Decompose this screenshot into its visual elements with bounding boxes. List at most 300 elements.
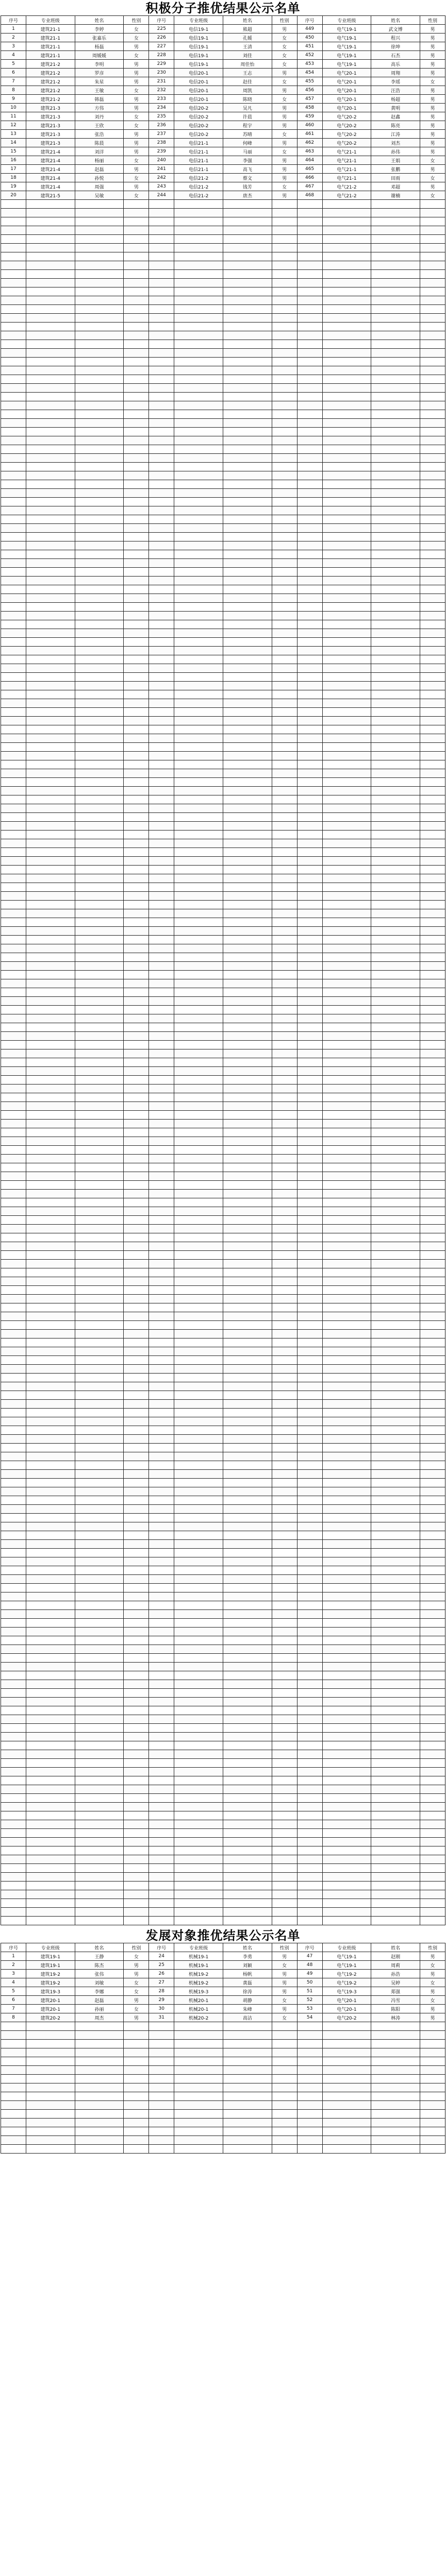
- table-cell: 13: [1, 130, 26, 139]
- table-cell: [223, 1855, 272, 1864]
- table-cell: [174, 1619, 223, 1628]
- table-cell: [371, 454, 420, 463]
- table-cell: [26, 559, 75, 568]
- table-cell: [297, 962, 322, 971]
- table-cell: [223, 620, 272, 629]
- table-cell: 武文博: [371, 25, 420, 33]
- table-cell: [322, 629, 371, 638]
- table-cell: [223, 1137, 272, 1146]
- table-cell: [223, 1741, 272, 1750]
- table-cell: 电气19-1: [322, 1961, 371, 1970]
- table-cell: [371, 682, 420, 690]
- table-cell: [371, 419, 420, 428]
- table-cell: [223, 1785, 272, 1794]
- table-cell: 231: [149, 77, 174, 86]
- table-cell: [223, 2048, 272, 2057]
- table-cell: [1, 839, 26, 848]
- table-cell: [272, 287, 297, 296]
- table-cell: [297, 1435, 322, 1444]
- table-cell: [124, 1268, 149, 1277]
- table-cell: [75, 1785, 124, 1794]
- table-cell: [371, 1917, 420, 1925]
- table-cell: [420, 1286, 445, 1295]
- table-cell: [174, 988, 223, 997]
- table-cell: [371, 1671, 420, 1680]
- table-cell: [371, 2083, 420, 2092]
- table-cell: [174, 1514, 223, 1522]
- table-cell: [272, 962, 297, 971]
- table-cell: [174, 1811, 223, 1820]
- table-cell: [75, 909, 124, 918]
- table-cell: [223, 1698, 272, 1706]
- table-cell: [75, 1102, 124, 1111]
- table-cell: [322, 1400, 371, 1409]
- table-cell: 女: [420, 174, 445, 182]
- table-cell: [174, 279, 223, 287]
- table-cell: [124, 1706, 149, 1715]
- table-cell: [223, 375, 272, 384]
- table-cell: [26, 1908, 75, 1917]
- table-cell: [1, 769, 26, 778]
- table-cell: [75, 699, 124, 708]
- table-cell: [297, 1601, 322, 1610]
- table-cell: 240: [149, 156, 174, 165]
- table-cell: [297, 1733, 322, 1741]
- table-cell: 建筑21-3: [26, 112, 75, 121]
- table-cell: [322, 349, 371, 358]
- table-cell: [75, 936, 124, 944]
- table-cell: 建筑21-3: [26, 130, 75, 139]
- table-cell: [75, 1479, 124, 1487]
- table-cell: [322, 1137, 371, 1146]
- table-cell: [75, 883, 124, 892]
- table-cell: [124, 1846, 149, 1855]
- table-cell: [420, 2136, 445, 2145]
- table-cell: [174, 1864, 223, 1873]
- table-cell: [420, 489, 445, 498]
- table-cell: [149, 1382, 174, 1391]
- table-cell: [26, 909, 75, 918]
- table-row: [1, 822, 445, 831]
- table-cell: [371, 822, 420, 831]
- table-cell: [272, 1365, 297, 1374]
- table-cell: [371, 1435, 420, 1444]
- table-cell: [149, 1733, 174, 1741]
- table-cell: [322, 559, 371, 568]
- table-cell: [149, 1689, 174, 1698]
- table-cell: [371, 200, 420, 209]
- table-row: [1, 252, 445, 261]
- table-cell: 男: [272, 2005, 297, 2013]
- table-cell: [124, 1014, 149, 1023]
- table-cell: [174, 1741, 223, 1750]
- table-cell: [149, 1198, 174, 1207]
- table-cell: [1, 515, 26, 524]
- table-cell: [26, 1549, 75, 1557]
- table-row: [1, 340, 445, 349]
- table-cell: [26, 971, 75, 979]
- table-cell: [124, 892, 149, 901]
- table-cell: [322, 463, 371, 471]
- table-cell: 457: [297, 95, 322, 104]
- table-cell: [1, 270, 26, 279]
- table-cell: [223, 410, 272, 419]
- table-cell: [297, 366, 322, 375]
- table-cell: [174, 690, 223, 699]
- table-cell: [420, 287, 445, 296]
- table-cell: [124, 1645, 149, 1654]
- table-cell: [223, 2127, 272, 2136]
- table-cell: [174, 1592, 223, 1601]
- table-cell: [1, 1303, 26, 1312]
- table-cell: [26, 594, 75, 603]
- table-cell: [149, 760, 174, 769]
- table-row: [1, 1654, 445, 1663]
- table-cell: [26, 1636, 75, 1645]
- table-cell: [149, 866, 174, 874]
- table-cell: [124, 1680, 149, 1689]
- table-cell: 男: [420, 139, 445, 147]
- table-cell: [26, 1496, 75, 1505]
- table-cell: [272, 279, 297, 287]
- table-cell: [223, 1242, 272, 1251]
- table-cell: [174, 2057, 223, 2066]
- table-cell: [322, 2022, 371, 2031]
- table-cell: 建筑21-2: [26, 95, 75, 104]
- table-cell: [272, 419, 297, 428]
- table-cell: 女: [420, 1996, 445, 2005]
- table-row: [1, 1260, 445, 1268]
- table-cell: [371, 962, 420, 971]
- table-cell: [174, 962, 223, 971]
- table-cell: [1, 638, 26, 647]
- table-row: [1, 883, 445, 892]
- table-cell: [371, 1102, 420, 1111]
- header-cell: 专业班级: [26, 16, 75, 25]
- table-cell: [272, 1829, 297, 1838]
- table-cell: [26, 944, 75, 953]
- table-cell: [124, 1233, 149, 1242]
- table-cell: [26, 1522, 75, 1531]
- table-cell: [75, 2057, 124, 2066]
- table-cell: [1, 1365, 26, 1374]
- table-cell: [26, 1295, 75, 1303]
- table-cell: [124, 375, 149, 384]
- table-cell: [124, 305, 149, 314]
- table-row: [1, 2127, 445, 2136]
- table-cell: [174, 1084, 223, 1093]
- table-cell: [174, 366, 223, 375]
- table-row: [1, 428, 445, 436]
- table-cell: [322, 445, 371, 454]
- table-cell: [322, 217, 371, 226]
- table-cell: 赵刚: [371, 1952, 420, 1961]
- table-cell: 1: [1, 25, 26, 33]
- table-cell: [124, 1277, 149, 1286]
- table-cell: [272, 866, 297, 874]
- table-cell: [297, 287, 322, 296]
- table-cell: [322, 375, 371, 384]
- table-cell: [124, 1102, 149, 1111]
- table-cell: [223, 1610, 272, 1619]
- table-cell: [322, 200, 371, 209]
- table-cell: [75, 1041, 124, 1049]
- table-cell: [322, 1286, 371, 1295]
- table-cell: [26, 2119, 75, 2127]
- table-cell: [124, 1873, 149, 1882]
- table-cell: [149, 550, 174, 559]
- table-cell: [420, 760, 445, 769]
- table-cell: [149, 1444, 174, 1452]
- table-cell: [272, 909, 297, 918]
- table-cell: [420, 1338, 445, 1347]
- table-cell: [420, 2057, 445, 2066]
- table-cell: [223, 1435, 272, 1444]
- table-cell: [1, 2136, 26, 2145]
- table-cell: [322, 2119, 371, 2127]
- table-cell: [371, 1820, 420, 1829]
- table-cell: [149, 2119, 174, 2127]
- table-cell: 许晨: [223, 112, 272, 121]
- table-cell: [322, 2092, 371, 2101]
- table-cell: [223, 533, 272, 541]
- table-cell: [149, 1312, 174, 1321]
- table-cell: [174, 1829, 223, 1838]
- table-cell: [272, 1811, 297, 1820]
- table-cell: [75, 235, 124, 244]
- table-cell: [420, 1268, 445, 1277]
- table-row: [1, 752, 445, 760]
- table-cell: [223, 1268, 272, 1277]
- table-cell: [149, 1400, 174, 1409]
- table-cell: [272, 717, 297, 725]
- table-cell: [420, 848, 445, 857]
- table-cell: [174, 2022, 223, 2031]
- table-cell: [174, 1671, 223, 1680]
- table-cell: 刘颖: [223, 1961, 272, 1970]
- table-cell: [420, 270, 445, 279]
- table-cell: [124, 927, 149, 936]
- table-row: [1, 1846, 445, 1855]
- table-cell: [297, 1776, 322, 1785]
- table-cell: [124, 787, 149, 795]
- table-cell: [1, 506, 26, 515]
- table-cell: [371, 1032, 420, 1041]
- table-cell: [420, 498, 445, 506]
- table-cell: [297, 1715, 322, 1724]
- table-cell: [371, 1128, 420, 1137]
- table-cell: 男: [420, 60, 445, 69]
- table-row: [1, 1076, 445, 1084]
- table-cell: [26, 1741, 75, 1750]
- table-cell: [297, 813, 322, 822]
- table-cell: 8: [1, 86, 26, 95]
- table-cell: [124, 358, 149, 366]
- table-cell: [26, 2127, 75, 2136]
- table-cell: 男: [420, 1987, 445, 1996]
- table-cell: [272, 988, 297, 997]
- table-cell: [1, 401, 26, 410]
- table-cell: 468: [297, 191, 322, 200]
- table-cell: 26: [149, 1970, 174, 1978]
- table-cell: [149, 1917, 174, 1925]
- table-cell: [75, 1198, 124, 1207]
- table-row: [1, 436, 445, 445]
- table-cell: [297, 393, 322, 401]
- table-cell: [149, 1654, 174, 1663]
- table-cell: [297, 997, 322, 1006]
- table-cell: [371, 1531, 420, 1540]
- table-row: [1, 647, 445, 655]
- table-cell: [75, 550, 124, 559]
- table-row: [1, 1715, 445, 1724]
- table-cell: [75, 2127, 124, 2136]
- table-cell: [26, 769, 75, 778]
- table-cell: [1, 261, 26, 270]
- table-cell: 女: [124, 86, 149, 95]
- table-cell: [26, 787, 75, 795]
- table-cell: [420, 655, 445, 664]
- table-cell: [149, 1855, 174, 1864]
- table-cell: [272, 2119, 297, 2127]
- table-cell: [1, 436, 26, 445]
- activists-table: [1, 15, 445, 1925]
- table-cell: [124, 699, 149, 708]
- table-cell: [322, 848, 371, 857]
- table-cell: [124, 804, 149, 813]
- table-cell: [174, 1487, 223, 1496]
- table-cell: [420, 1014, 445, 1023]
- table-cell: [272, 261, 297, 270]
- table-cell: [297, 795, 322, 804]
- table-cell: [297, 690, 322, 699]
- table-cell: [297, 1505, 322, 1514]
- table-cell: [149, 1768, 174, 1776]
- table-cell: [297, 1890, 322, 1899]
- table-cell: [75, 1067, 124, 1076]
- table-cell: [272, 804, 297, 813]
- table-cell: [297, 1838, 322, 1846]
- table-cell: 陈晨: [75, 139, 124, 147]
- table-cell: [124, 261, 149, 270]
- table-cell: 男: [272, 86, 297, 95]
- table-cell: [75, 1601, 124, 1610]
- table-cell: [297, 778, 322, 787]
- table-cell: [272, 1400, 297, 1409]
- table-cell: [420, 209, 445, 217]
- table-cell: [297, 1487, 322, 1496]
- table-cell: [124, 1198, 149, 1207]
- table-cell: [322, 997, 371, 1006]
- table-cell: [371, 235, 420, 244]
- table-cell: [174, 314, 223, 323]
- table-cell: [322, 795, 371, 804]
- table-cell: [26, 235, 75, 244]
- table-cell: [124, 244, 149, 252]
- table-cell: [1, 1645, 26, 1654]
- table-cell: [1, 1785, 26, 1794]
- table-cell: [26, 1400, 75, 1409]
- table-cell: [223, 2110, 272, 2119]
- table-cell: 462: [297, 139, 322, 147]
- table-cell: [174, 1014, 223, 1023]
- table-cell: 高洁: [223, 2013, 272, 2022]
- table-cell: [26, 655, 75, 664]
- table-cell: [75, 1321, 124, 1330]
- table-cell: [420, 1452, 445, 1461]
- table-cell: [297, 2031, 322, 2040]
- table-cell: [1, 1216, 26, 1225]
- table-cell: [371, 1058, 420, 1067]
- table-cell: [272, 296, 297, 305]
- table-cell: [223, 1549, 272, 1557]
- table-cell: [322, 1225, 371, 1233]
- table-cell: 朱星: [75, 77, 124, 86]
- table-cell: 机械19-2: [174, 1978, 223, 1987]
- table-cell: [223, 305, 272, 314]
- table-cell: [322, 892, 371, 901]
- table-cell: [371, 480, 420, 489]
- table-row: [1, 349, 445, 358]
- table-cell: [1, 480, 26, 489]
- header-cell: 性别: [420, 16, 445, 25]
- table-cell: [371, 515, 420, 524]
- table-cell: [149, 1531, 174, 1540]
- table-row: [1, 445, 445, 454]
- table-cell: [223, 1846, 272, 1855]
- table-cell: [371, 1733, 420, 1741]
- table-cell: [371, 1172, 420, 1181]
- table-cell: [371, 1295, 420, 1303]
- table-cell: [1, 1619, 26, 1628]
- table-cell: 苏晴: [223, 130, 272, 139]
- table-cell: [297, 533, 322, 541]
- table-cell: [297, 944, 322, 953]
- table-row: [1, 1338, 445, 1347]
- table-cell: [174, 831, 223, 839]
- table-cell: [297, 839, 322, 848]
- table-cell: [371, 1715, 420, 1724]
- table-cell: [75, 1303, 124, 1312]
- table-cell: [223, 813, 272, 822]
- table-cell: [371, 1452, 420, 1461]
- table-cell: [26, 1084, 75, 1093]
- table-cell: [149, 1601, 174, 1610]
- table-cell: [124, 603, 149, 612]
- table-cell: [75, 1759, 124, 1768]
- table-cell: [149, 1829, 174, 1838]
- table-cell: [420, 2075, 445, 2083]
- table-cell: [420, 866, 445, 874]
- table-row: [1, 1557, 445, 1566]
- table-cell: [371, 1111, 420, 1120]
- table-cell: [174, 1286, 223, 1295]
- table-cell: [322, 673, 371, 682]
- table-cell: [371, 1303, 420, 1312]
- table-cell: [371, 1698, 420, 1706]
- page: [0, 1, 446, 2576]
- table-cell: [174, 463, 223, 471]
- table-cell: [272, 1444, 297, 1452]
- table-cell: [26, 1356, 75, 1365]
- table-cell: 建筑21-4: [26, 182, 75, 191]
- table-cell: 225: [149, 25, 174, 33]
- table-cell: [26, 1198, 75, 1207]
- table-cell: [26, 1268, 75, 1277]
- table-cell: [272, 997, 297, 1006]
- table-row: [1, 1768, 445, 1776]
- table-cell: [75, 612, 124, 620]
